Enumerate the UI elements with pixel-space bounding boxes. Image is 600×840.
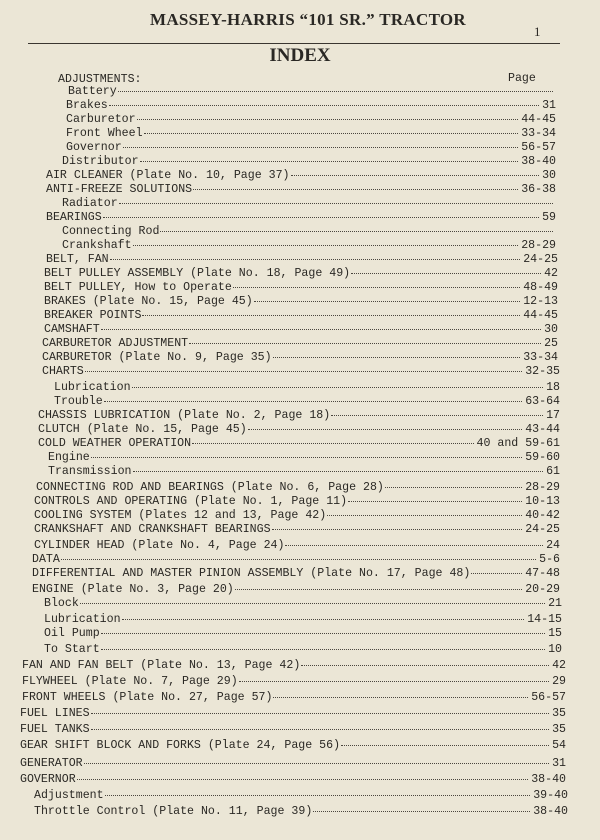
index-entry — [0, 350, 558, 365]
entry-label: CHASSIS LUBRICATION (Plate No. 2, Page 18) — [38, 409, 331, 422]
entry-page-number: 40 and 59-61 — [476, 437, 560, 450]
dot-leader — [109, 105, 539, 106]
index-entry — [0, 84, 556, 99]
entry-page-number: 17 — [546, 409, 560, 422]
entry-page-number: 63-64 — [525, 395, 560, 408]
entry-label: Adjustment — [34, 789, 104, 802]
index-entry — [0, 308, 558, 323]
index-entry — [0, 98, 556, 113]
entry-label: DATA — [32, 553, 60, 566]
entry-label: Front Wheel — [66, 127, 143, 140]
entry-page-number: 42 — [544, 267, 558, 280]
entry-label: Carburetor — [66, 113, 136, 126]
dot-leader — [273, 357, 521, 358]
entry-label: To Start — [44, 643, 100, 656]
dot-leader — [272, 529, 523, 530]
page-column-header: Page — [508, 72, 536, 85]
dot-leader — [103, 217, 539, 218]
dot-leader — [105, 795, 531, 796]
entry-page-number: 32-35 — [525, 365, 560, 378]
entry-label: Brakes — [66, 99, 108, 112]
dot-leader — [273, 697, 528, 698]
dot-leader — [91, 713, 550, 714]
dot-leader — [91, 729, 550, 730]
index-entry — [0, 494, 560, 509]
dot-leader — [239, 681, 549, 682]
index-entry — [0, 280, 558, 295]
entry-label: BELT, FAN — [46, 253, 109, 266]
dot-leader — [193, 189, 518, 190]
index-entry — [0, 690, 566, 705]
entry-label: BEARINGS — [46, 211, 102, 224]
index-entry — [0, 582, 560, 597]
index-entry — [0, 154, 556, 169]
index-entry — [0, 140, 556, 155]
entry-label: ANTI-FREEZE SOLUTIONS — [46, 183, 193, 196]
entry-page-number: 59-60 — [525, 451, 560, 464]
entry-label: CARBURETOR (Plate No. 9, Page 35) — [42, 351, 272, 364]
dot-leader — [291, 175, 540, 176]
dot-leader — [144, 133, 519, 134]
entry-page-number: 59 — [542, 211, 556, 224]
entry-label: BRAKES (Plate No. 15, Page 45) — [44, 295, 253, 308]
index-entry — [0, 804, 568, 819]
index-entry — [0, 294, 558, 309]
entry-label: Throttle Control (Plate No. 11, Page 39) — [34, 805, 313, 818]
index-entry — [0, 266, 558, 281]
entry-label: BELT PULLEY, How to Operate — [44, 281, 232, 294]
dot-leader — [133, 245, 519, 246]
entry-page-number: 21 — [548, 597, 562, 610]
entry-page-number: 24 — [546, 539, 560, 552]
entry-page-number: 20-29 — [525, 583, 560, 596]
index-entry — [0, 408, 560, 423]
dot-leader — [235, 589, 522, 590]
entry-label: DIFFERENTIAL AND MASTER PINION ASSEMBLY (Plate No. 17, Page 48) — [32, 567, 471, 580]
entry-label: COLD WEATHER OPERATION — [38, 437, 192, 450]
dot-leader — [471, 573, 522, 574]
dot-leader — [351, 273, 541, 274]
index-entry — [0, 674, 566, 689]
page-number: 1 — [534, 24, 541, 39]
entry-label: CONNECTING ROD AND BEARINGS (Plate No. 6, Page 28) — [36, 481, 384, 494]
entry-label: CONTROLS AND OPERATING (Plate No. 1, Page 11) — [34, 495, 348, 508]
dot-leader — [160, 231, 553, 232]
entry-page-number: 5-6 — [539, 553, 560, 566]
entry-page-number: 31 — [542, 99, 556, 112]
index-entry — [0, 788, 568, 803]
index-heading: INDEX — [269, 45, 331, 66]
entry-label: CHARTS — [42, 365, 84, 378]
dot-leader — [123, 147, 519, 148]
entry-label: BELT PULLEY ASSEMBLY (Plate No. 18, Page 49) — [44, 267, 351, 280]
entry-page-number: 35 — [552, 723, 566, 736]
entry-page-number: 42 — [552, 659, 566, 672]
dot-leader — [140, 161, 519, 162]
index-entry — [0, 464, 560, 479]
dot-leader — [118, 91, 553, 92]
entry-page-number: 61 — [546, 465, 560, 478]
entry-label: CAMSHAFT — [44, 323, 100, 336]
index-entry — [0, 642, 562, 657]
entry-label: Battery — [68, 85, 117, 98]
index-entry — [0, 626, 562, 641]
entry-label: ENGINE (Plate No. 3, Page 20) — [32, 583, 234, 596]
entry-label: FLYWHEEL (Plate No. 7, Page 29) — [22, 675, 238, 688]
dot-leader — [91, 457, 522, 458]
entry-page-number: 56-57 — [531, 691, 566, 704]
dot-leader — [331, 415, 543, 416]
entry-page-number: 25 — [544, 337, 558, 350]
dot-leader — [119, 203, 553, 204]
entry-page-number: 33-34 — [521, 127, 556, 140]
index-entry — [0, 772, 566, 787]
entry-page-number: 30 — [542, 169, 556, 182]
dot-leader — [80, 603, 545, 604]
entry-label: Crankshaft — [62, 239, 132, 252]
entry-page-number: 30 — [544, 323, 558, 336]
entry-label: Engine — [48, 451, 90, 464]
index-entry — [0, 658, 566, 673]
entry-label: FRONT WHEELS (Plate No. 27, Page 57) — [22, 691, 273, 704]
dot-leader — [233, 287, 520, 288]
index-entry — [0, 422, 560, 437]
dot-leader — [101, 649, 545, 650]
index-entry — [0, 364, 560, 379]
page-header — [0, 0, 600, 44]
entry-page-number: 24-25 — [523, 253, 558, 266]
entry-page-number: 15 — [548, 627, 562, 640]
entry-label: GEAR SHIFT BLOCK AND FORKS (Plate 24, Page 56) — [20, 739, 341, 752]
entry-label: GENERATOR — [20, 757, 83, 770]
index-entry — [0, 538, 560, 553]
index-entry — [0, 126, 556, 141]
entry-page-number: 38-40 — [531, 773, 566, 786]
entry-label: FUEL TANKS — [20, 723, 90, 736]
index-entry — [0, 380, 560, 395]
entry-page-number: 33-34 — [523, 351, 558, 364]
entry-label: AIR CLEANER (Plate No. 10, Page 37) — [46, 169, 290, 182]
index-entry — [0, 238, 556, 253]
entry-label: CARBURETOR ADJUSTMENT — [42, 337, 189, 350]
dot-leader — [248, 429, 522, 430]
entry-page-number: 48-49 — [523, 281, 558, 294]
index-entry — [0, 322, 558, 337]
dot-leader — [313, 811, 530, 812]
entry-label: GOVERNOR — [20, 773, 76, 786]
entry-label: CRANKSHAFT AND CRANKSHAFT BEARINGS — [34, 523, 271, 536]
index-entry — [0, 336, 558, 351]
dot-leader — [77, 779, 529, 780]
dot-leader — [101, 329, 541, 330]
index-entry — [0, 738, 566, 753]
entry-page-number: 28-29 — [521, 239, 556, 252]
index-entry — [0, 182, 556, 197]
entry-page-number: 14-15 — [527, 613, 562, 626]
index-entry — [0, 168, 556, 183]
dot-leader — [85, 371, 522, 372]
entry-label: CLUTCH (Plate No. 15, Page 45) — [38, 423, 247, 436]
entry-page-number: 18 — [546, 381, 560, 394]
entry-page-number: 40-42 — [525, 509, 560, 522]
index-entry — [0, 210, 556, 225]
entry-label: Connecting Rod — [62, 225, 160, 238]
dot-leader — [385, 487, 522, 488]
index-entry — [0, 756, 566, 771]
dot-leader — [101, 633, 545, 634]
index-entry — [0, 596, 562, 611]
entry-label: Lubrication — [54, 381, 131, 394]
entry-label: FUEL LINES — [20, 707, 90, 720]
entry-label: Oil Pump — [44, 627, 100, 640]
entry-page-number: 38-40 — [521, 155, 556, 168]
entry-page-number: 10-13 — [525, 495, 560, 508]
dot-leader — [189, 343, 541, 344]
dot-leader — [132, 387, 544, 388]
index-entry — [0, 480, 560, 495]
entry-page-number: 31 — [552, 757, 566, 770]
entry-label: Trouble — [54, 395, 103, 408]
dot-leader — [192, 443, 473, 444]
dot-leader — [110, 259, 521, 260]
index-entry — [0, 552, 560, 567]
dot-leader — [142, 315, 520, 316]
entry-page-number: 24-25 — [525, 523, 560, 536]
dot-leader — [341, 745, 549, 746]
index-entry — [0, 612, 562, 627]
entry-page-number: 10 — [548, 643, 562, 656]
index-entry — [0, 394, 560, 409]
entry-page-number: 56-57 — [521, 141, 556, 154]
entry-page-number: 44-45 — [521, 113, 556, 126]
entry-page-number: 54 — [552, 739, 566, 752]
dot-leader — [122, 619, 525, 620]
dot-leader — [104, 401, 523, 402]
entry-page-number: 44-45 — [523, 309, 558, 322]
title-rule — [28, 43, 560, 44]
index-entry — [0, 112, 556, 127]
dot-leader — [84, 763, 549, 764]
dot-leader — [348, 501, 522, 502]
entry-page-number: 28-29 — [525, 481, 560, 494]
entry-label: Lubrication — [44, 613, 121, 626]
document-title: MASSEY-HARRIS “101 SR.” TRACTOR — [150, 10, 466, 29]
index-entry — [0, 224, 556, 239]
index-entry — [0, 566, 560, 581]
index-entry — [0, 436, 560, 451]
entry-page-number: 12-13 — [523, 295, 558, 308]
entry-label: Transmission — [48, 465, 132, 478]
entry-page-number: 29 — [552, 675, 566, 688]
entry-label: Governor — [66, 141, 122, 154]
entry-page-number: 47-48 — [525, 567, 560, 580]
entry-page-number: 43-44 — [525, 423, 560, 436]
entry-label: Distributor — [62, 155, 139, 168]
index-entry — [0, 196, 556, 211]
index-entry — [0, 722, 566, 737]
dot-leader — [327, 515, 522, 516]
index-entry — [0, 508, 560, 523]
dot-leader — [285, 545, 543, 546]
dot-leader — [254, 301, 520, 302]
dot-leader — [61, 559, 536, 560]
index-entry — [0, 252, 558, 267]
dot-leader — [133, 471, 544, 472]
index-entry — [0, 706, 566, 721]
entry-page-number: 38-40 — [533, 805, 568, 818]
entry-page-number: 35 — [552, 707, 566, 720]
entry-page-number: 36-38 — [521, 183, 556, 196]
entry-label: COOLING SYSTEM (Plates 12 and 13, Page 42) — [34, 509, 327, 522]
entry-label: Block — [44, 597, 79, 610]
entry-label: BREAKER POINTS — [44, 309, 142, 322]
entry-label: ADJUSTMENTS: — [58, 73, 142, 86]
entry-label: CYLINDER HEAD (Plate No. 4, Page 24) — [34, 539, 285, 552]
dot-leader — [301, 665, 549, 666]
entry-label: FAN AND FAN BELT (Plate No. 13, Page 42) — [22, 659, 301, 672]
entry-page-number: 39-40 — [533, 789, 568, 802]
entry-label: Radiator — [62, 197, 118, 210]
dot-leader — [137, 119, 519, 120]
index-entry — [0, 522, 560, 537]
index-entry — [0, 450, 560, 465]
